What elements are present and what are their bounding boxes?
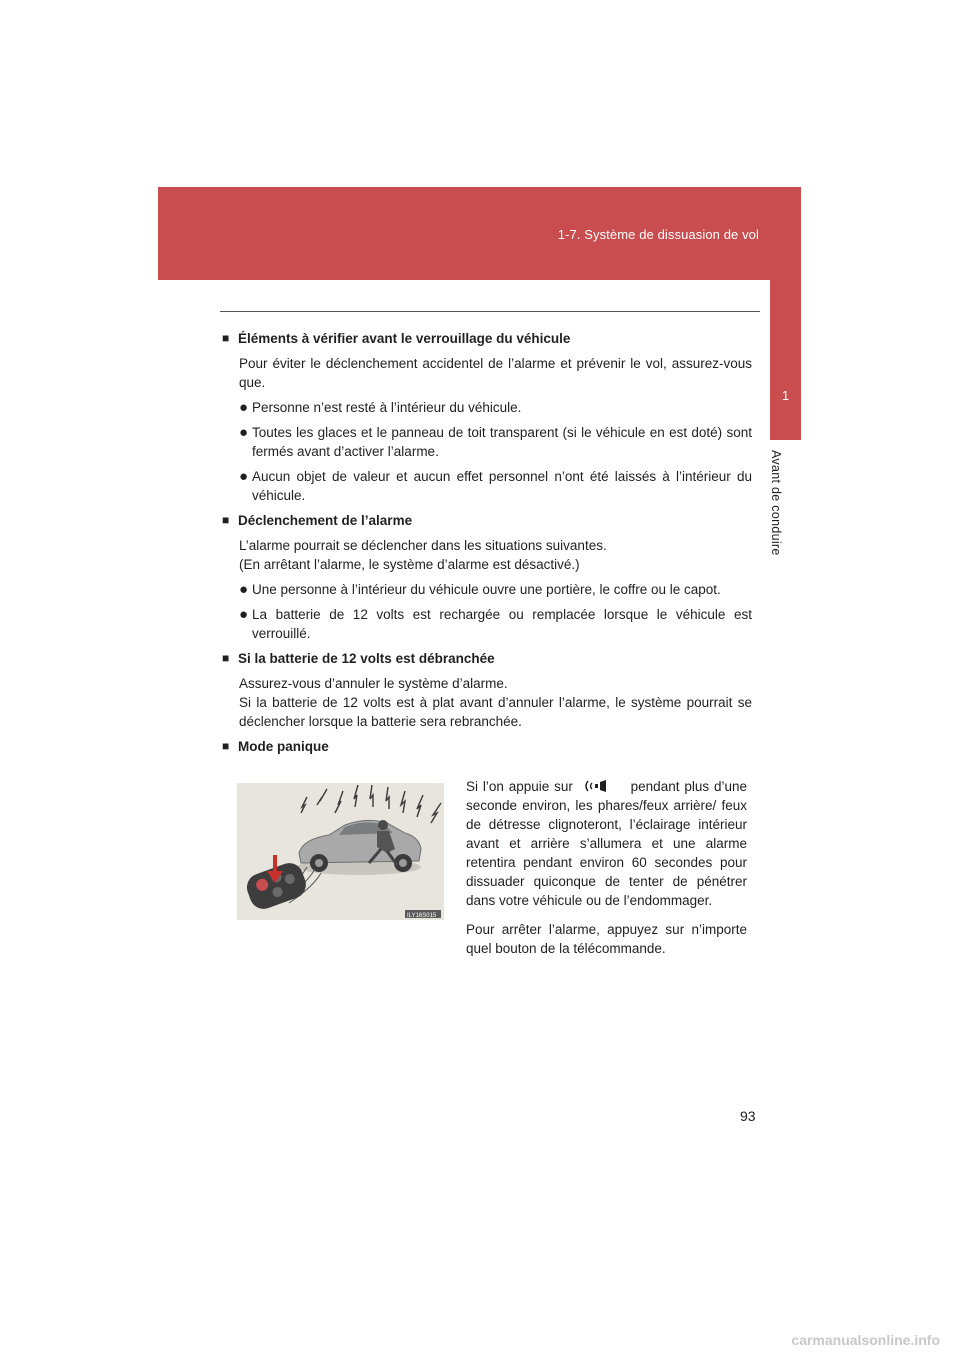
chapter-number: 1 [781,388,790,403]
list-item [239,605,752,643]
square-bullet-icon: ■ [222,513,230,527]
panic-paragraph [466,777,747,910]
circle-bullet-icon: ● [239,399,249,416]
list-item [239,467,752,505]
section-heading [222,511,752,530]
list-item-text: Personne n’est resté à l’intérieur du véhicule. [252,400,522,415]
circle-bullet-icon: ● [239,606,249,623]
paragraph: (En arrêtant l’alarme, le système d’alarme est désactivé.) [239,557,580,572]
section-heading [222,649,752,668]
square-bullet-icon: ■ [222,651,230,665]
list-item-text: La batterie de 12 volts est rechargée ou remplacée lorsque le véhicule est verrouillé. [252,607,752,641]
list-item [239,580,752,599]
section-heading-text: Déclenchement de l’alarme [238,513,413,528]
section-heading [222,329,752,348]
section-heading [222,737,752,756]
list-item-text: Aucun objet de valeur et aucun effet personnel n’ont été laissés à l’intérieur du véhicule. [252,469,752,503]
paragraph: Pour éviter le déclenchement accidentel de l’alarme et prévenir le vol, assurez-vous que. [239,356,752,390]
circle-bullet-icon: ● [239,581,249,598]
square-bullet-icon: ■ [222,331,230,345]
list-item [239,398,752,417]
panic-text-end: pendant plus d’une seconde environ, les phares/feux arrière/ feux de détresse clignoteront, l’éclairage intérieur avant et arrière s’allumera et une alarme retentira pendant environ 60 secondes pour dissuader quiconque de tenter de pénétrer dans votre véhicule ou de l’endommager. [466,779,747,908]
section-title: 1-7. Système de dissuasion de vol [557,227,759,242]
paragraph: Assurez-vous d’annuler le système d’alarme. [239,676,508,691]
page-number: 93 [740,1108,756,1124]
list-item-text: Toutes les glaces et le panneau de toit transparent (si le véhicule en est doté) sont fermés avant d’activer l’alarme. [252,425,752,459]
section-heading-text: Mode panique [238,739,329,754]
chapter-label-container [758,450,808,580]
circle-bullet-icon: ● [239,424,249,441]
paragraph: L’alarme pourrait se déclencher dans les situations suivantes. [239,538,607,553]
panic-mode-illustration [237,783,444,920]
panic-stop-paragraph: Pour arrêter l’alarme, appuyez sur n’importe quel bouton de la télécommande. [466,922,747,956]
paragraph: Si la batterie de 12 volts est à plat avant d’annuler l’alarme, le système pourrait se déclencher lorsque la batterie sera rebranchée. [239,695,752,729]
chapter-tab [770,280,801,440]
panic-button-icon [578,779,626,793]
car-alarm-illustration [237,783,444,920]
watermark: carmanualsonline.info [791,1332,940,1348]
main-content [222,329,752,762]
list-item-text: Une personne à l’intérieur du véhicule ouvre une portière, le coffre ou le capot. [252,582,721,597]
panic-text-start: Si l’on appuie sur [466,779,573,794]
chapter-label: Avant de conduire [769,450,783,556]
section-heading-text: Si la batterie de 12 volts est débranchée [238,651,495,666]
header-rule [220,311,760,312]
list-item [239,423,752,461]
section-heading-text: Éléments à vérifier avant le verrouillage du véhicule [238,331,571,346]
header-band [158,187,801,280]
panic-mode-description [466,777,747,968]
illustration-code: ILY16S015 [407,913,437,919]
square-bullet-icon: ■ [222,739,230,753]
circle-bullet-icon: ● [239,468,249,485]
